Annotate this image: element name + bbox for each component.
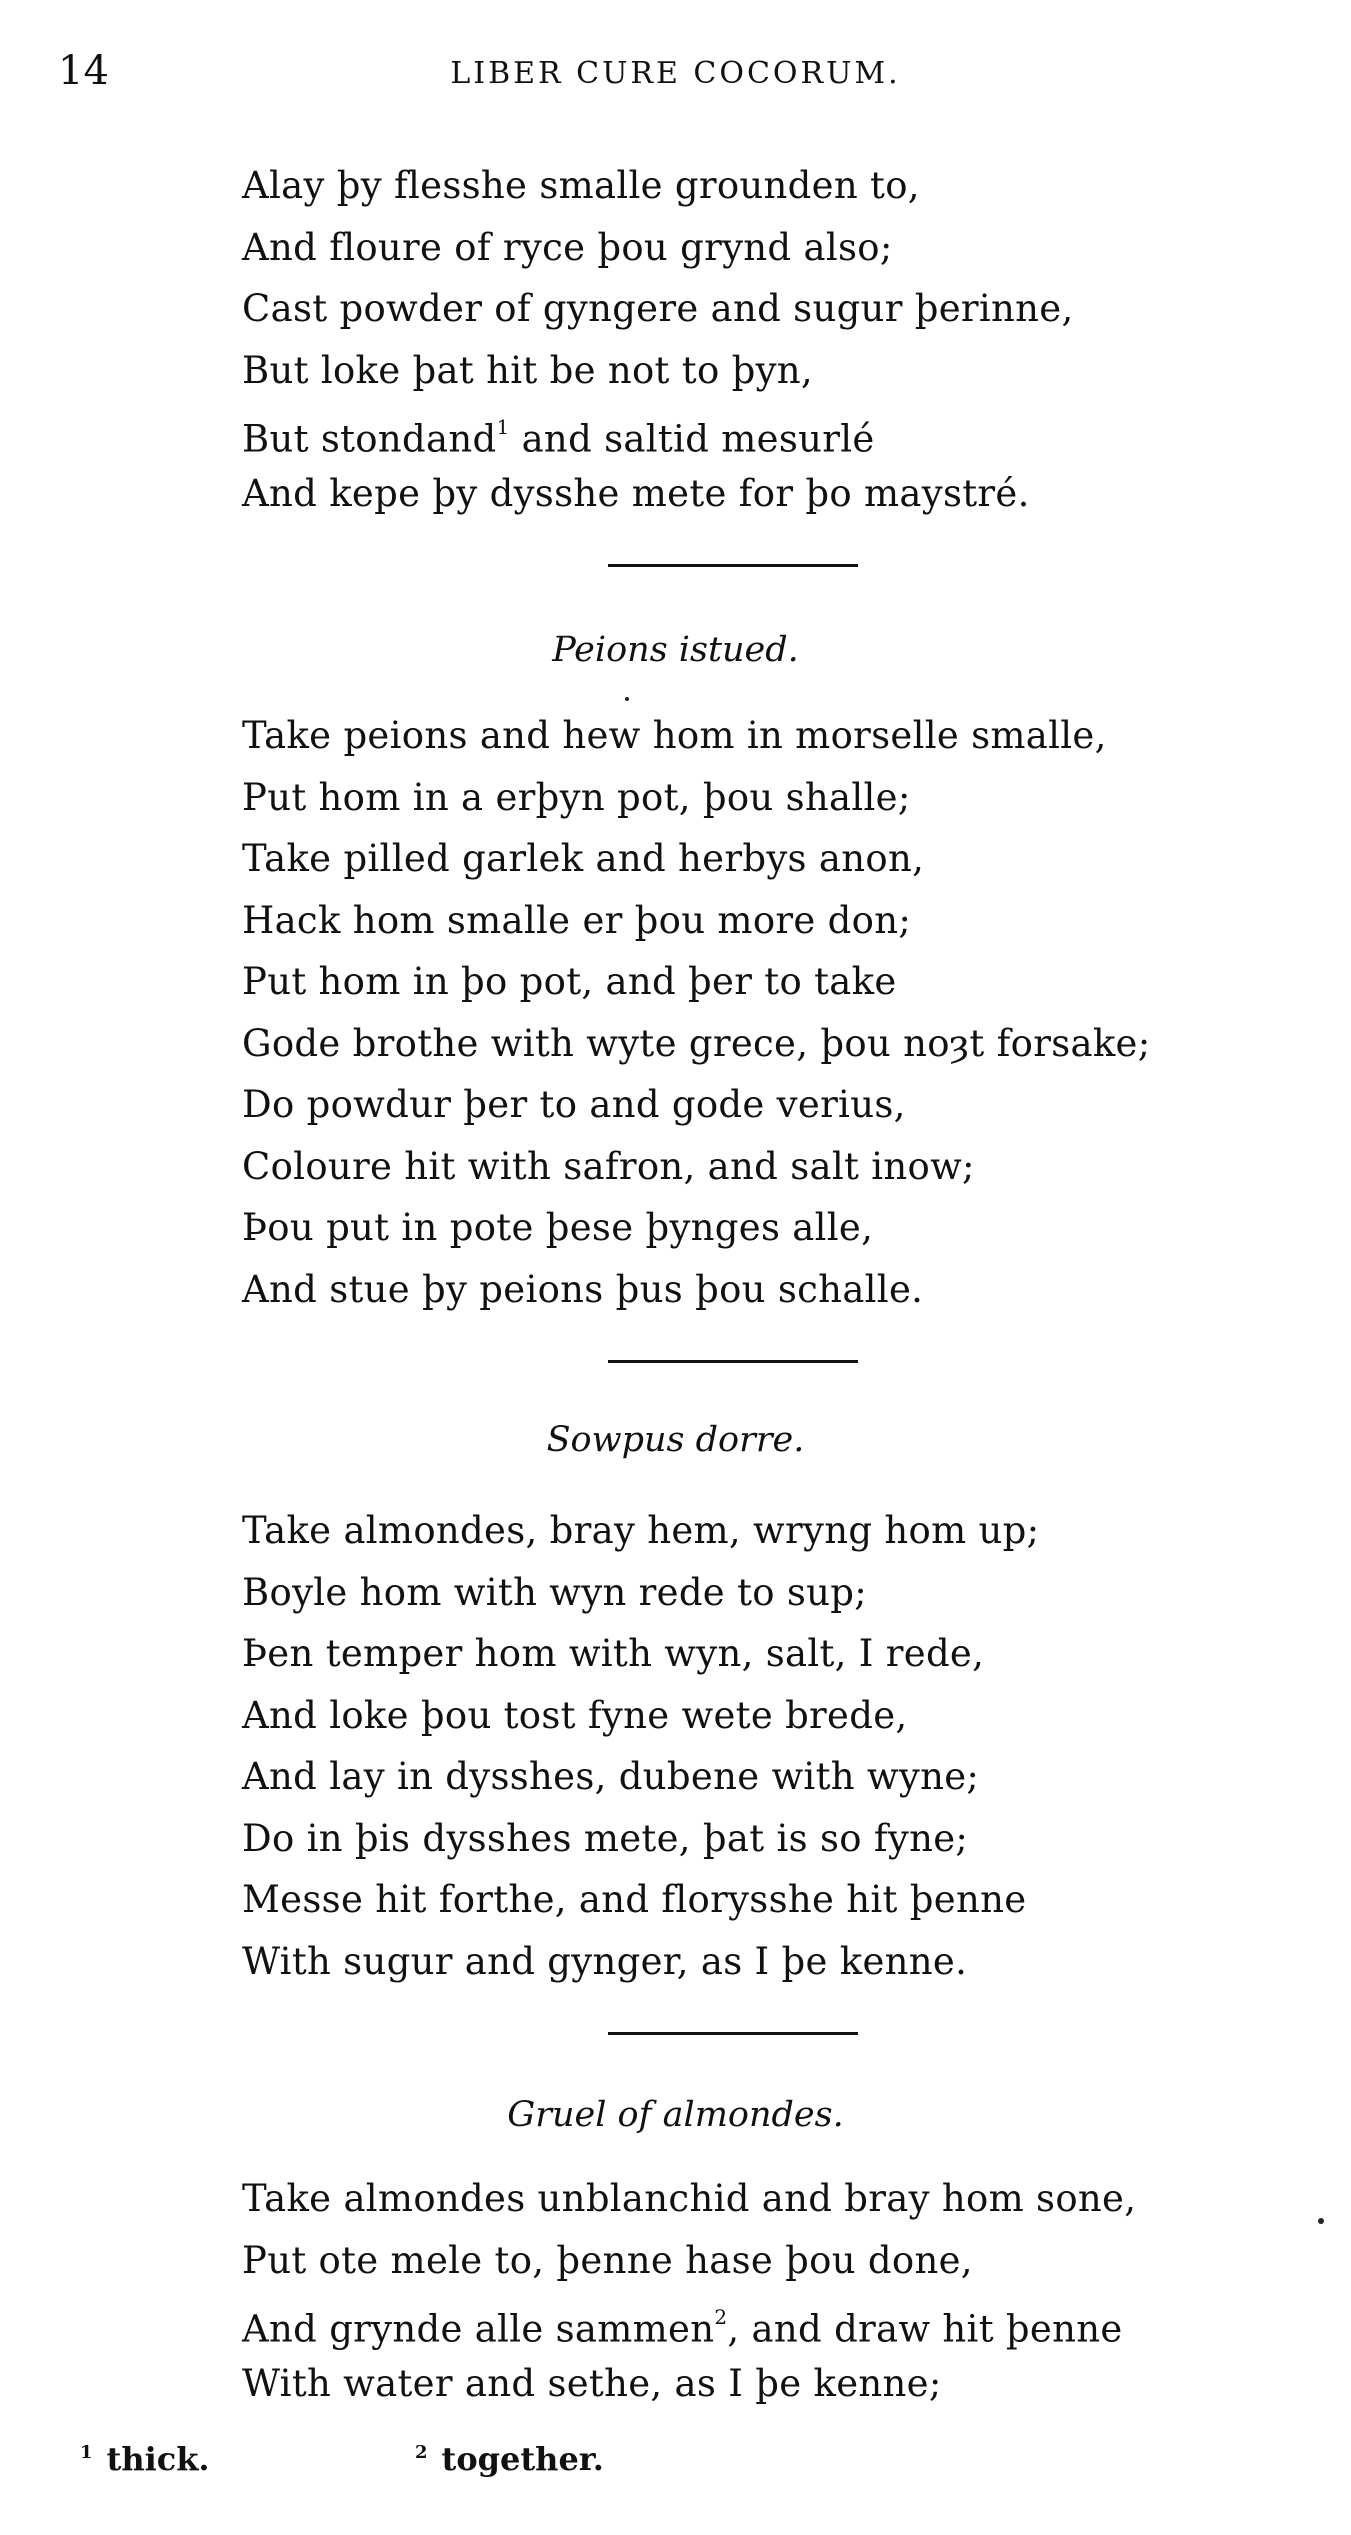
verse-block [242,1500,1039,1992]
verse-line-with-footnote [242,401,1074,463]
section-title: Sowpus dorre. [546,1420,805,1460]
verse-line: And kepe þy dysshe mete for þo maystré. [242,471,1030,515]
verse-line: Put ote mele to, þenne hase þou done, [242,2238,973,2282]
section-divider [608,2032,858,2035]
page-header [0,48,1351,108]
verse-line: And floure of ryce þou grynd also; [242,225,893,269]
running-head: LIBER CURE COCORUM. [450,56,901,91]
ink-speck [625,697,629,701]
section-title: Gruel of almondes. [507,2095,844,2135]
verse-line: But loke þat hit be not to þyn, [242,348,813,392]
verse-line: Gode brothe with wyte grece, þou noȝt forsake; [242,1021,1151,1065]
footnote-mark: 1 [496,415,510,439]
verse-line: And loke þou tost fyne wete brede, [242,1693,908,1737]
footnote [80,2440,210,2478]
verse-line: Alay þy flesshe smalle grounden to, [242,164,920,207]
verse-line: Do in þis dysshes mete, þat is so fyne; [242,1816,969,1860]
verse-line: Hack hom smalle er þou more don; [242,898,912,942]
verse-line: Boyle hom with wyn rede to sup; [242,1570,868,1614]
footnote-mark: 1 [80,2442,93,2464]
footnote-text: thick. [106,2440,210,2478]
verse-line-with-footnote [242,2291,1136,2353]
ink-speck [1318,2218,1324,2224]
verse-block [242,705,1151,1320]
footnote-text: together. [441,2440,604,2478]
verse-line: Þen temper hom with wyn, salt, I rede, [242,1632,985,1675]
section-divider [608,1360,858,1363]
verse-block [242,2168,1136,2414]
verse-line: Do powdur þer to and gode verius, [242,1083,906,1126]
verse-text: But stondand [242,417,497,461]
verse-line: And lay in dysshes, dubene with wyne; [242,1755,980,1798]
verse-line: With sugur and gynger, as I þe kenne. [242,1939,968,1983]
footnotes [80,2440,1280,2480]
verse-line: With water and sethe, as I þe kenne; [242,2361,942,2405]
verse-line: Messe hit forthe, and florysshe hit þenne [242,1878,1027,1921]
verse-line: Cast powder of gyngere and sugur þerinne, [242,287,1074,330]
page-number: 14 [58,48,109,94]
footnote-mark: 2 [415,2442,428,2464]
verse-text: And grynde alle sammen [242,2307,715,2351]
section-title: Peions istued. [552,630,799,670]
verse-line: Take almondes, bray hem, wryng hom up; [242,1509,1040,1552]
verse-line: Take peions and hew hom in morselle smalle, [242,714,1107,757]
section-divider [608,564,858,567]
verse-line: Take almondes unblanchid and bray hom sone, [242,2177,1137,2220]
verse-text: , and draw hit þenne [727,2307,1123,2351]
footnote [415,2440,604,2478]
verse-line: Put hom in a erþyn pot, þou shalle; [242,775,911,819]
verse-text: and saltid mesurlé [509,417,875,461]
verse-line: Þou put in pote þese þynges alle, [242,1206,874,1249]
verse-line: Coloure hit with safron, and salt inow; [242,1144,975,1188]
verse-line: And stue þy peions þus þou schalle. [242,1267,924,1311]
footnote-mark: 2 [714,2305,728,2329]
verse-block-continued [242,155,1074,524]
verse-line: Take pilled garlek and herbys anon, [242,837,925,880]
verse-line: Put hom in þo pot, and þer to take [242,960,897,1003]
